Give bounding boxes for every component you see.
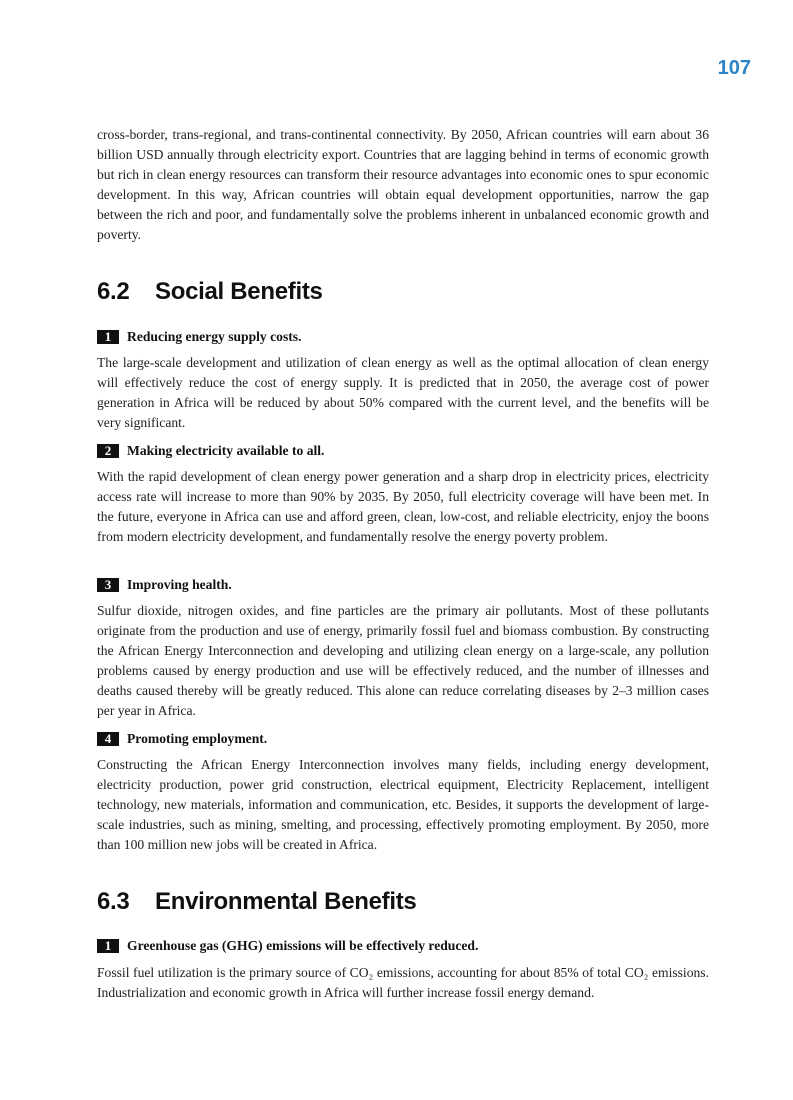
page-number: 107 [717,57,751,79]
item-badge: 2 [97,444,119,458]
section-title: Environmental Benefits [155,888,417,915]
item-heading [97,443,324,459]
item-badge: 1 [97,939,119,953]
item-heading [97,938,478,954]
section-number: 6.2 [97,278,130,305]
item-paragraph: The large-scale development and utilization of clean energy as well as the optimal allocation of clean energy will effectively reduce the cost of energy supply. It is predicted that in 2050, the average cost of power generation in Africa will be reduced by about 50% compared with the current level, and the benefits will be very significant. [97,355,709,430]
section-number: 6.3 [97,888,130,915]
item-paragraph: Fossil fuel utilization is the primary source of CO₂ emissions, accounting for about 85% of total CO₂ emissions. Industrialization and economic growth in Africa will further increase fossil energy demand. [97,965,709,1000]
item-title: Greenhouse gas (GHG) emissions will be effectively reduced. [127,938,479,953]
item-heading [97,731,267,747]
section-title: Social Benefits [155,278,323,305]
intro-paragraph: cross-border, trans-regional, and trans-continental connectivity. By 2050, African countries will earn about 36 billion USD annually through electricity export. Countries that are lagging behind in terms of economic growth but rich in clean energy resources can transform their resource advantages into economic ones to spur economic development. In this way, African countries will obtain equal development opportunities, narrow the gap between the rich and poor, and fundamentally solve the problems inherent in unbalanced economic growth and poverty. [97,127,709,242]
item-title: Reducing energy supply costs. [127,329,302,344]
item-heading [97,329,301,345]
item-heading [97,577,232,593]
item-title: Promoting employment. [127,731,268,746]
item-badge: 1 [97,330,119,344]
item-paragraph: With the rapid development of clean energy power generation and a sharp drop in electricity prices, electricity access rate will increase to more than 90% by 2035. By 2050, full electricity coverage will have been met. In the future, everyone in Africa can use and afford green, clean, low-cost, and reliable electricity, enjoy the boons from modern electricity development, and fundamentally resolve the energy poverty problem. [97,469,709,544]
item-title: Making electricity available to all. [127,443,325,458]
section-heading-6-3 [97,888,416,916]
item-paragraph: Sulfur dioxide, nitrogen oxides, and fine particles are the primary air pollutants. Most of these pollutants originate from the production and use of energy, primarily fossil fuel and biomass combustion. By constructing the African Energy Interconnection and developing and utilizing clean energy on a large-scale, any pollution problems caused by energy production and use will be effectively reduced, and the number of illnesses and deaths caused thereby will be greatly reduced. This alone can reduce correlating diseases by 2–3 million cases per year in Africa. [97,603,709,718]
item-title: Improving health. [127,577,232,592]
item-badge: 3 [97,578,119,592]
item-badge: 4 [97,732,119,746]
section-heading-6-2 [97,278,323,306]
item-paragraph: Constructing the African Energy Interconnection involves many fields, including energy development, electricity production, power grid construction, electrical equipment, Electricity Replacement, intelligent technology, new materials, information and communication, etc. Besides, it supports the development of large-scale industries, such as mining, smelting, and processing, effectively promoting employment. By 2050, more than 100 million new jobs will be created in Africa. [97,757,709,852]
